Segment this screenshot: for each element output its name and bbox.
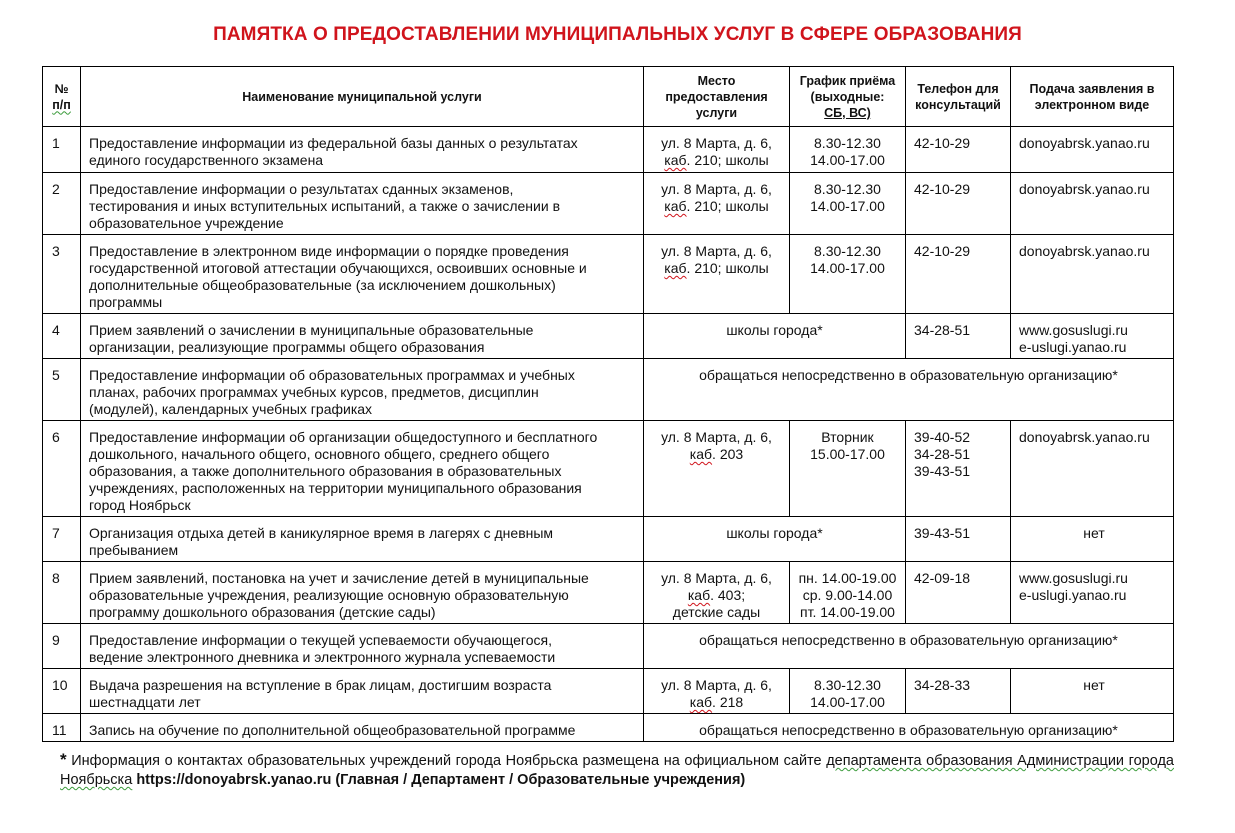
service-schedule bbox=[790, 173, 906, 235]
service-name-line: Организация отдыха детей в каникулярное время в лагерях с дневным bbox=[89, 525, 554, 541]
service-phone bbox=[906, 235, 1011, 314]
service-name-line: Запись на обучение по дополнительной общеобразовательной программе bbox=[89, 722, 576, 738]
row-number: 5 bbox=[43, 359, 81, 421]
service-online[interactable] bbox=[1011, 173, 1174, 235]
row-number: 11 bbox=[43, 714, 81, 742]
service-phone-line: 34-28-51 bbox=[914, 446, 971, 462]
service-name-line: Предоставление информации из федеральной базы данных о результатах bbox=[89, 135, 578, 151]
merged-note: обращаться непосредственно в образовательную организацию* bbox=[644, 359, 1174, 421]
service-schedule-line: пн. 14.00-19.00 bbox=[798, 570, 897, 586]
service-online[interactable] bbox=[1011, 314, 1174, 359]
merged-note: обращаться непосредственно в образовательную организацию* bbox=[644, 624, 1174, 669]
service-online: нет bbox=[1011, 669, 1174, 714]
service-name-line: образовательное учреждение bbox=[89, 215, 284, 231]
table-row bbox=[43, 669, 1174, 714]
service-name bbox=[81, 562, 644, 624]
footnote bbox=[60, 750, 1174, 790]
service-name-line: дошкольного, начального общего, основного общего, среднего общего bbox=[89, 446, 550, 462]
service-name-line: Предоставление информации об организации общедоступного и бесплатного bbox=[89, 429, 598, 445]
service-name-line: государственной итоговой аттестации обучающихся, освоивших основные и bbox=[89, 260, 587, 276]
service-schedule bbox=[790, 562, 906, 624]
row-number: 8 bbox=[43, 562, 81, 624]
service-name-line: шестнадцати лет bbox=[89, 694, 201, 710]
service-phone bbox=[906, 669, 1011, 714]
service-name-line: организации, реализующие программы общего образования bbox=[89, 339, 485, 355]
service-place-line: каб. 210; школы bbox=[664, 152, 769, 168]
service-name bbox=[81, 314, 644, 359]
table-row bbox=[43, 173, 1174, 235]
place-merged: школы города* bbox=[644, 517, 906, 562]
header-place: Место предоставления услуги bbox=[644, 67, 790, 127]
service-place bbox=[644, 127, 790, 173]
service-schedule bbox=[790, 421, 906, 517]
row-number: 9 bbox=[43, 624, 81, 669]
service-schedule-line: 8.30-12.30 bbox=[814, 243, 881, 259]
table-row bbox=[43, 359, 1174, 421]
service-name-line: планах, рабочих программах учебных курсов, предметов, дисциплин bbox=[89, 384, 539, 400]
service-name-line: учреждениях, расположенных на территории муниципального образования bbox=[89, 480, 582, 496]
row-number: 7 bbox=[43, 517, 81, 562]
service-schedule-line: пт. 14.00-19.00 bbox=[800, 604, 895, 620]
service-phone-line: 39-40-52 bbox=[914, 429, 971, 445]
service-place-line: ул. 8 Марта, д. 6, bbox=[661, 429, 772, 445]
table-row bbox=[43, 421, 1174, 517]
service-phone bbox=[906, 127, 1011, 173]
service-place bbox=[644, 669, 790, 714]
header-schedule: График приёма (выходные: СБ, ВС) bbox=[790, 67, 906, 127]
header-name: Наименование муниципальной услуги bbox=[81, 67, 644, 127]
header-num: № п/п bbox=[43, 67, 81, 127]
service-place-line: каб. 203 bbox=[689, 446, 744, 462]
services-table bbox=[42, 66, 1174, 742]
service-name bbox=[81, 359, 644, 421]
service-place-line: детские сады bbox=[672, 604, 761, 620]
service-phone-line: 34-28-51 bbox=[914, 322, 971, 338]
service-online[interactable] bbox=[1011, 562, 1174, 624]
service-name-line: Выдача разрешения на вступление в брак лицам, достигшим возраста bbox=[89, 677, 552, 693]
service-online-link: donoyabrsk.yanao.ru bbox=[1019, 243, 1150, 259]
service-place bbox=[644, 562, 790, 624]
service-phone-line: 42-10-29 bbox=[914, 243, 971, 259]
service-place-line: ул. 8 Марта, д. 6, bbox=[661, 677, 772, 693]
table-body bbox=[43, 127, 1174, 742]
service-phone bbox=[906, 517, 1011, 562]
service-schedule-line: 15.00-17.00 bbox=[810, 446, 885, 462]
service-name bbox=[81, 669, 644, 714]
service-place bbox=[644, 173, 790, 235]
service-name-line: образования, а также дополнительного образования в образовательных bbox=[89, 463, 562, 479]
table-row bbox=[43, 235, 1174, 314]
header-row bbox=[43, 67, 1174, 127]
row-number: 4 bbox=[43, 314, 81, 359]
service-phone bbox=[906, 562, 1011, 624]
service-place-line: каб. 210; школы bbox=[664, 260, 769, 276]
service-phone bbox=[906, 314, 1011, 359]
service-name-line: образовательные учреждения, реализующие основную образовательную bbox=[89, 587, 569, 603]
footnote-url[interactable]: https://donoyabrsk.yanao.ru (Главная / Департамент / Образовательные учреждения) bbox=[132, 772, 746, 788]
service-name-line: Прием заявлений, постановка на учет и зачисление детей в муниципальные bbox=[89, 570, 589, 586]
service-place-line: каб. 210; школы bbox=[664, 198, 769, 214]
service-schedule bbox=[790, 127, 906, 173]
table-row bbox=[43, 562, 1174, 624]
service-name-line: (модулей), календарных учебных графиках bbox=[89, 401, 373, 417]
header-phone: Телефон для консультаций bbox=[906, 67, 1011, 127]
service-schedule bbox=[790, 235, 906, 314]
service-place-line: ул. 8 Марта, д. 6, bbox=[661, 570, 772, 586]
footnote-star: * bbox=[60, 750, 67, 769]
service-phone-line: 42-10-29 bbox=[914, 135, 971, 151]
service-phone-line: 39-43-51 bbox=[914, 463, 971, 479]
service-name bbox=[81, 235, 644, 314]
service-online[interactable] bbox=[1011, 127, 1174, 173]
table-row bbox=[43, 127, 1174, 173]
service-name bbox=[81, 624, 644, 669]
service-schedule-line: ср. 9.00-14.00 bbox=[802, 587, 893, 603]
service-name-line: программы bbox=[89, 294, 163, 310]
service-name bbox=[81, 127, 644, 173]
row-number: 3 bbox=[43, 235, 81, 314]
service-name-line: Предоставление информации о текущей успеваемости обучающегося, bbox=[89, 632, 552, 648]
service-name-line: тестирования и иных вступительных испытаний, а также о зачислении в bbox=[89, 198, 561, 214]
service-name-line: Прием заявлений о зачислении в муниципальные образовательные bbox=[89, 322, 534, 338]
service-online-link: e-uslugi.yanao.ru bbox=[1019, 339, 1127, 355]
service-online-link: donoyabrsk.yanao.ru bbox=[1019, 135, 1150, 151]
service-name bbox=[81, 714, 644, 742]
service-name-line: пребыванием bbox=[89, 542, 179, 558]
service-phone-line: 39-43-51 bbox=[914, 525, 971, 541]
service-schedule bbox=[790, 669, 906, 714]
merged-note: обращаться непосредственно в образовательную организацию* bbox=[644, 714, 1174, 742]
service-phone-line: 34-28-33 bbox=[914, 677, 971, 693]
service-place-line: каб. 403; bbox=[687, 587, 746, 603]
row-number: 10 bbox=[43, 669, 81, 714]
service-online[interactable] bbox=[1011, 421, 1174, 517]
place-merged: школы города* bbox=[644, 314, 906, 359]
header-online: Подача заявления в электронном виде bbox=[1011, 67, 1174, 127]
service-online: нет bbox=[1011, 517, 1174, 562]
service-phone-line: 42-09-18 bbox=[914, 570, 971, 586]
service-online-link: donoyabrsk.yanao.ru bbox=[1019, 181, 1150, 197]
row-number: 2 bbox=[43, 173, 81, 235]
service-online-link: www.gosuslugi.ru bbox=[1019, 570, 1128, 586]
footnote-text: Информация о контактах образовательных учреждений города Ноябрьска размещена на официальном сайте bbox=[66, 753, 827, 769]
service-name-line: дополнительные общеобразовательные (за исключением дошкольных) bbox=[89, 277, 556, 293]
service-schedule-line: Вторник bbox=[821, 429, 874, 445]
service-name-line: Предоставление информации об образовательных программах и учебных bbox=[89, 367, 575, 383]
row-number: 1 bbox=[43, 127, 81, 173]
service-name-line: Предоставление информации о результатах сданных экзаменов, bbox=[89, 181, 514, 197]
service-place bbox=[644, 235, 790, 314]
service-name bbox=[81, 173, 644, 235]
service-phone bbox=[906, 421, 1011, 517]
service-schedule-line: 14.00-17.00 bbox=[810, 260, 885, 276]
service-name-line: единого государственного экзамена bbox=[89, 152, 324, 168]
service-name bbox=[81, 421, 644, 517]
service-phone bbox=[906, 173, 1011, 235]
service-name-line: программу дошкольного образования (детские сады) bbox=[89, 604, 436, 620]
service-schedule-line: 8.30-12.30 bbox=[814, 181, 881, 197]
service-online-link: www.gosuslugi.ru bbox=[1019, 322, 1128, 338]
service-phone-line: 42-10-29 bbox=[914, 181, 971, 197]
service-schedule-line: 14.00-17.00 bbox=[810, 152, 885, 168]
table-row bbox=[43, 517, 1174, 562]
service-name-line: ведение электронного дневника и электронного журнала успеваемости bbox=[89, 649, 556, 665]
row-number: 6 bbox=[43, 421, 81, 517]
service-name-line: Предоставление в электронном виде информации о порядке проведения bbox=[89, 243, 569, 259]
footnote-link[interactable]: департамента образования Администрации города Ноябрьска bbox=[60, 753, 1174, 788]
service-name bbox=[81, 517, 644, 562]
page-title: ПАМЯТКА О ПРЕДОСТАВЛЕНИИ МУНИЦИПАЛЬНЫХ УСЛУГ В СФЕРЕ ОБРАЗОВАНИЯ bbox=[213, 24, 1022, 45]
table-row bbox=[43, 624, 1174, 669]
service-online-link: e-uslugi.yanao.ru bbox=[1019, 587, 1127, 603]
service-place bbox=[644, 421, 790, 517]
service-name-line: город Ноябрьск bbox=[89, 497, 191, 513]
service-schedule-line: 8.30-12.30 bbox=[814, 135, 881, 151]
service-online[interactable] bbox=[1011, 235, 1174, 314]
service-schedule-line: 14.00-17.00 bbox=[810, 694, 885, 710]
service-place-line: каб. 218 bbox=[689, 694, 744, 710]
service-place-line: ул. 8 Марта, д. 6, bbox=[661, 243, 772, 259]
service-place-line: ул. 8 Марта, д. 6, bbox=[661, 181, 772, 197]
table-row bbox=[43, 714, 1174, 742]
service-place-line: ул. 8 Марта, д. 6, bbox=[661, 135, 772, 151]
service-schedule-line: 14.00-17.00 bbox=[810, 198, 885, 214]
table-row bbox=[43, 314, 1174, 359]
service-schedule-line: 8.30-12.30 bbox=[814, 677, 881, 693]
service-online-link: donoyabrsk.yanao.ru bbox=[1019, 429, 1150, 445]
